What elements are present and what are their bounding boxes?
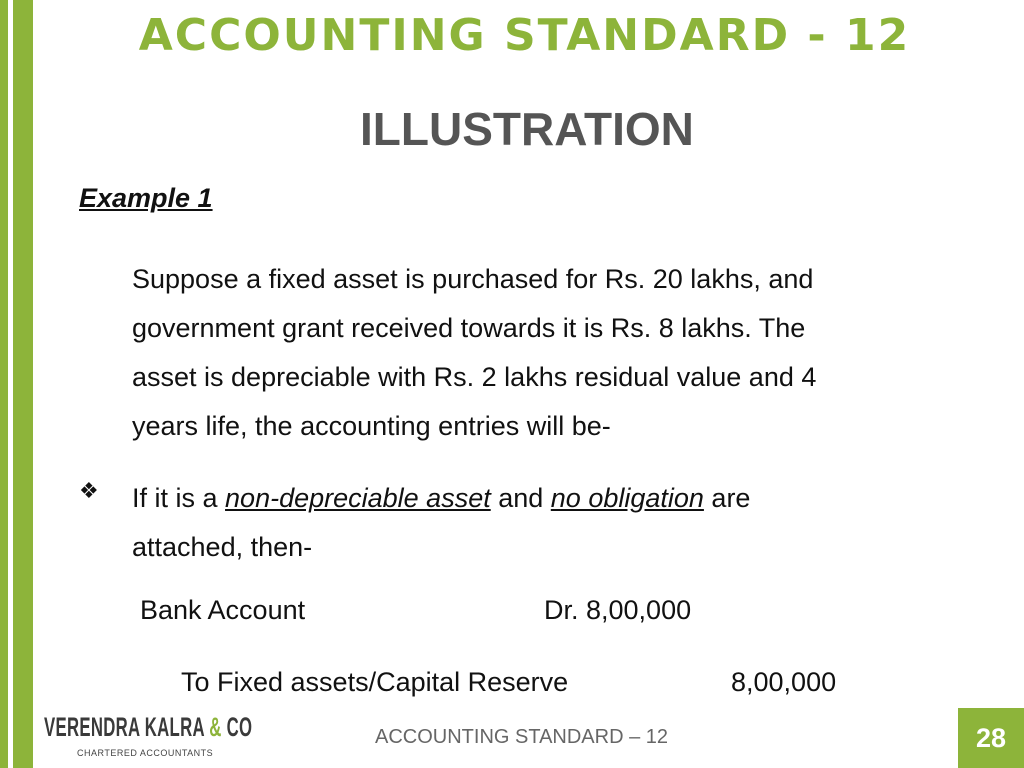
diamond-bullet-icon: ❖ [79, 478, 99, 503]
bullet-suffix: are [703, 483, 751, 513]
company-logo [44, 712, 380, 758]
logo-ampersand: & [209, 712, 222, 742]
paragraph-line-3: asset is depreciable with Rs. 2 lakhs residual value and 4 [132, 362, 817, 392]
bullet-middle: and [490, 483, 551, 513]
paragraph-line-2: government grant received towards it is Rs. 8 lakhs. The [132, 313, 806, 343]
slide-title: ACCOUNTING STANDARD - 12 [138, 10, 911, 61]
paragraph-line-4: years life, the accounting entries will be- [132, 411, 611, 441]
logo-tagline: CHARTERED ACCOUNTANTS [77, 748, 214, 758]
slide-subtitle: ILLUSTRATION [360, 103, 694, 155]
example-heading: Example 1 [79, 183, 213, 213]
bullet-line-2: attached, then- [132, 532, 313, 562]
paragraph-line-1: Suppose a fixed asset is purchased for Rs. 20 lakhs, and [132, 264, 814, 294]
left-accent-bar-inner [13, 0, 33, 768]
footer-text: ACCOUNTING STANDARD – 12 [375, 726, 669, 748]
left-accent-bar-outer [0, 0, 8, 768]
entry-1-account: Bank Account [140, 595, 306, 625]
entry-2-account: To Fixed assets/Capital Reserve [181, 667, 569, 697]
logo-name [44, 712, 252, 742]
logo-name-part2: CO [221, 712, 253, 742]
example-paragraph [132, 255, 932, 451]
page-number: 28 [975, 722, 1007, 753]
entry-2-amount: 8,00,000 [731, 667, 837, 697]
bullet-prefix: If it is a [132, 483, 226, 513]
page-number-badge [958, 708, 1024, 768]
term-non-depreciable-asset: non-depreciable asset [225, 483, 491, 513]
bullet-item [132, 474, 912, 572]
term-no-obligation: no obligation [550, 483, 704, 513]
entry-1-amount: Dr. 8,00,000 [544, 595, 692, 625]
logo-name-part1: VERENDRA KALRA [44, 712, 210, 742]
